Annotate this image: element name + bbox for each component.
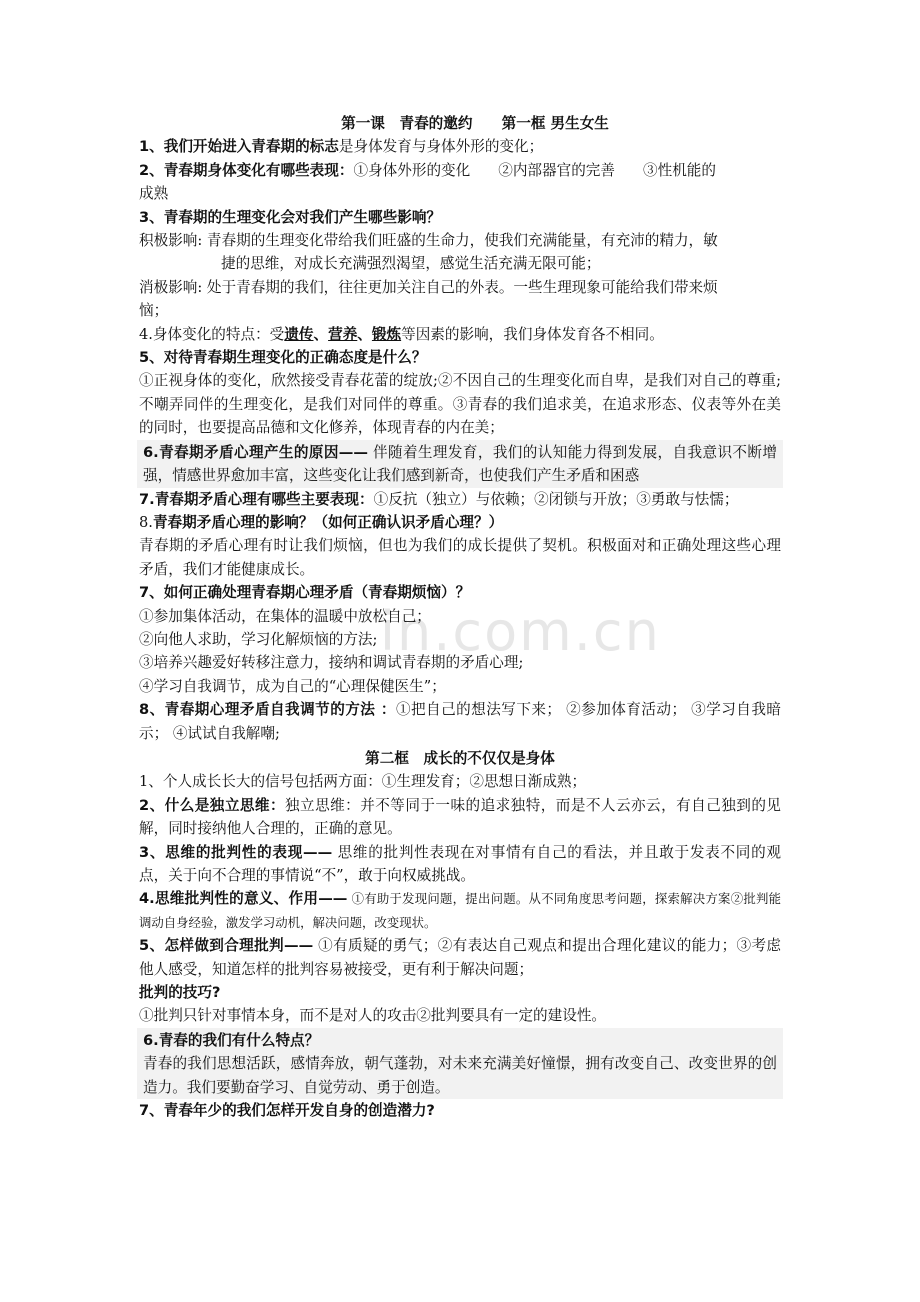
section-9-question xyxy=(139,581,781,604)
text: 8. xyxy=(139,513,153,531)
answer: 思维的批判性表现在对事情有自己的看法，并且敢于发表不同的观点，关于向不合理的事情说“不”，敢于向权威挑战。 xyxy=(139,843,781,884)
part2-item-2 xyxy=(139,794,781,841)
part2-item-5 xyxy=(139,934,781,981)
question: 2、什么是独立思维： xyxy=(139,796,285,814)
question: 2、青春期身体变化有哪些表现： xyxy=(139,161,354,179)
answer-item: 成熟 xyxy=(139,185,169,203)
list-item: ①参加集体活动，在集体的温暖中放松自己； xyxy=(139,607,431,625)
question: 3、思维的批判性的表现—— xyxy=(139,843,333,861)
underlined-term: 营养 xyxy=(328,325,358,343)
question: 7、如何正确处理青春期心理矛盾（青春期烦恼）？ xyxy=(139,584,471,602)
question xyxy=(143,1029,777,1052)
underlined-term: 遗传 xyxy=(284,325,314,343)
section-10 xyxy=(139,698,781,745)
text: 处于青春期的我们，往往更加关注自己的外表。一些生理现象可能给我们带来烦 xyxy=(202,278,718,296)
text: 等因素的影响，我们身体发育各不相同。 xyxy=(401,325,664,343)
document-body xyxy=(139,112,781,1122)
list-item: ④学习自我调节，成为自己的“心理保健医生”； xyxy=(139,677,446,695)
question: 6.青春期矛盾心理产生的原因—— xyxy=(143,443,368,461)
label: 积极影响: xyxy=(139,232,203,250)
answer: 青春的我们思想活跃，感情奔放，朝气蓬勃，对未来充满美好憧憬，拥有改变自己、改变世界的创造力。我们要勤奋学习、自觉劳动、勇于创造。 xyxy=(143,1055,777,1096)
question: 青春期矛盾心理的影响？（如何正确认识矛盾心理？） xyxy=(152,513,504,531)
text: 青春期的生理变化带给我们旺盛的生命力，使我们充满能量，有充沛的精力，敏 xyxy=(202,232,718,250)
question: 3、青春期的生理变化会对我们产生哪些影响？ xyxy=(139,208,442,226)
answer: 独立思维：并不等同于一味的追求独特，而是不人云亦云，有自己独到的见解，同时接纳他人合理的，正确的意见。 xyxy=(139,796,781,838)
section-2 xyxy=(139,159,781,206)
question: 5、怎样做到合理批判—— xyxy=(139,937,314,955)
text: 4.身体变化的特点：受 xyxy=(139,325,285,343)
list-item: ②向他人求助，学习化解烦恼的方法; xyxy=(139,630,378,648)
section-title-2: 第二框 成长的不仅仅是身体 xyxy=(365,749,555,767)
part2-item-8 xyxy=(139,1099,781,1122)
section-1 xyxy=(139,135,781,158)
section-6 xyxy=(137,440,783,488)
section-8-answer: 青春期的矛盾心理有时让我们烦恼，但也为我们的成长提供了契机。积极面对和正确处理这些心理矛盾，我们才能健康成长。 xyxy=(139,537,781,578)
section-4 xyxy=(139,323,781,346)
watermark: in.com.cn xyxy=(380,600,661,663)
question: 1、我们开始进入青春期的标志 xyxy=(139,138,339,156)
answer-item: ③性机能的 xyxy=(643,161,716,179)
negative-effect xyxy=(139,276,781,323)
question: 5、对待青春期生理变化的正确态度是什么？ xyxy=(139,349,427,367)
lesson-title: 第一课 青春的邀约 第一框 男生女生 xyxy=(341,115,609,132)
answer: ①反抗（独立）与依赖；②闭锁与开放；③勇敢与怯懦； xyxy=(373,490,739,508)
section-5-answer: ①正视身体的变化，欣然接受青春花蕾的绽放;②不因自己的生理变化而自卑，是我们对自己的尊重;不嘲弄同伴的生理变化，是我们对同伴的尊重。③青春的我们追求美，在追求形态、仪表等外在美的同时，也要提高品德和文化修养，体现青春的内在美； xyxy=(139,372,781,437)
section-3-question xyxy=(139,206,781,229)
label: 消极影响: xyxy=(139,278,203,296)
text: 恼； xyxy=(139,302,169,320)
question: 4.思维批判性的意义、作用—— xyxy=(139,890,348,908)
answer-item: ①身体外形的变化 xyxy=(353,161,471,179)
part2-item-6-question xyxy=(139,981,781,1004)
answer-item: ②内部器官的完善 xyxy=(498,161,615,179)
part2-item-1: 1、个人成长长大的信号包括两方面：①生理发育；②思想日渐成熟； xyxy=(139,773,587,791)
part2-item-7 xyxy=(137,1028,783,1099)
part2-item-3 xyxy=(139,841,781,888)
answer: 伴随着生理发育，我们的认知能力得到发展，自我意识不断增强，情感世界愈加丰富，这些变化让我们感到新奇，也使我们产生矛盾和困惑 xyxy=(143,443,777,485)
text: 、 xyxy=(313,325,329,343)
list-item: ③培养兴趣爱好转移注意力，接纳和调试青春期的矛盾心理; xyxy=(139,654,524,672)
question: 批判的技巧? xyxy=(139,984,221,1002)
part2-item-4 xyxy=(139,887,781,934)
question-text: 6.青春的我们有什么特点？ xyxy=(143,1031,320,1049)
section-7 xyxy=(139,488,781,511)
question: 7、青春年少的我们怎样开发自身的创造潜力? xyxy=(139,1102,435,1120)
underlined-term: 锻炼 xyxy=(371,325,402,343)
positive-effect xyxy=(139,229,781,252)
answer: 是身体发育与身体外形的变化； xyxy=(338,138,544,156)
section-8-question xyxy=(139,511,781,534)
question: 8、青春期心理矛盾自我调节的方法 ： xyxy=(139,701,396,719)
text: 、 xyxy=(357,325,372,343)
positive-effect-cont: 捷的思维，对成长充满强烈渴望，感觉生活充满无限可能； xyxy=(221,255,601,273)
answer: ①有助于发现问题，提出问题。从不同角度思考问题，探索解决方案②批判能调动自身经验，激发学习动机，解决问题，改变现状。 xyxy=(139,891,781,930)
answer: ①有质疑的勇气；②有表达自己观点和提出合理化建议的能力；③考虑他人感受，知道怎样的批判容易被接受，更有利于解决问题； xyxy=(139,937,781,978)
part2-item-6-answer: ①批判只针对事情本身，而不是对人的攻击②批判要具有一定的建设性。 xyxy=(139,1007,607,1025)
question: 7.青春期矛盾心理有哪些主要表现： xyxy=(139,490,374,508)
answer: ①把自己的想法写下来； ②参加体育活动； ③学习自我暗示； ④试试自我解嘲; xyxy=(139,701,781,742)
section-5-question xyxy=(139,346,781,369)
